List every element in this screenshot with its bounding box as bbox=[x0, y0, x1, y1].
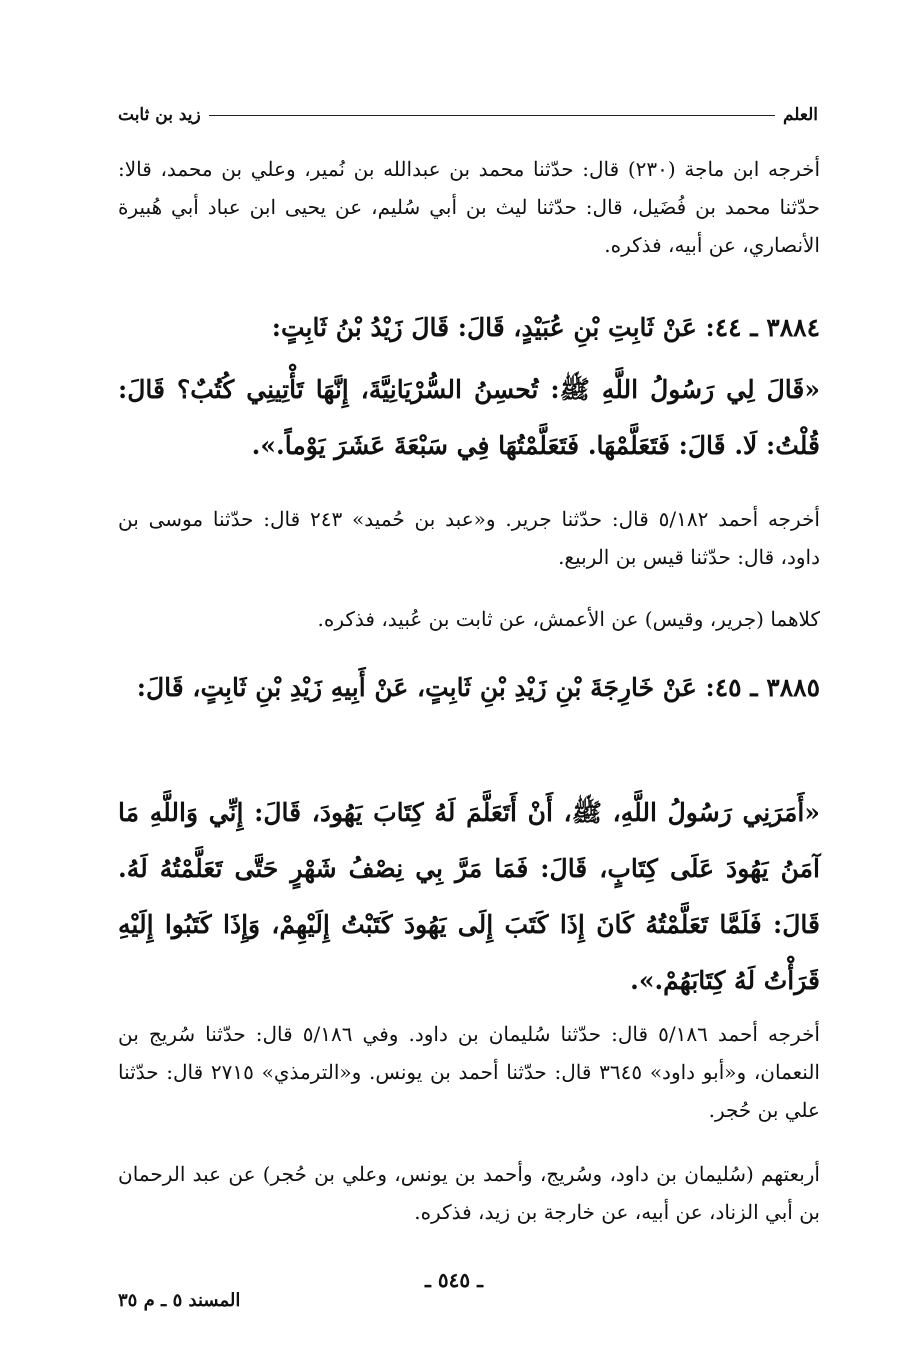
header-chapter: العلم bbox=[782, 105, 818, 125]
header-rule bbox=[209, 115, 775, 116]
page-number: ـ ٥٤٥ ـ bbox=[425, 1268, 483, 1292]
hadith-heading: ٣٨٨٤ ـ ٤٤: عَنْ ثَابِتِ بْنِ عُبَيْدٍ، قَالَ: قَالَ زَيْدُ بْنُ ثَابِتٍ: bbox=[271, 313, 820, 342]
source-paragraph: كلاهما (جرير، وقيس) عن الأعمش، عن ثابت بن عُبيد، فذكره. bbox=[317, 607, 820, 631]
signature-mark: المسند ٥ ـ م ٣٥ bbox=[118, 1290, 241, 1311]
source-paragraph: أخرجه أحمد ٥/١٨٦ قال: حدّثنا سُليمان بن داود. وفي ٥/١٨٦ قال: حدّثنا سُريج بن النعمان، و«أبو داود» ٣٦٤٥ قال: حدّثنا أحمد بن يونس. و«الترمذي» ٢٧١٥ قال: حدّثنا علي بن حُجر. bbox=[118, 1022, 820, 1122]
running-header bbox=[118, 100, 818, 130]
hadith-text: «أَمَرَنِي رَسُولُ اللَّهِ، ﷺ، أَنْ أَتَعَلَّمَ لَهُ كِتَابَ يَهُودَ، قَالَ: إِنِّي وَاللَّهِ مَا آمَنُ يَهُودَ عَلَى كِتَابٍ، قَالَ: فَمَا مَرَّ بِي نِصْفُ شَهْرٍ حَتَّى تَعَلَّمْتُهُ لَهُ. قَالَ: فَلَمَّا تَعَلَّمْتُهُ كَانَ إِذَا كَتَبَ إِلَى يَهُودَ كَتَبْتُ إِلَيْهِمْ، وَإِذَا كَتَبُوا إِلَيْهِ قَرَأْتُ لَهُ كِتَابَهُمْ.». bbox=[118, 798, 820, 995]
source-paragraph: أخرجه أحمد ٥/١٨٢ قال: حدّثنا جرير. و«عبد بن حُميد» ٢٤٣ قال: حدّثنا موسى بن داود، قال: حدّثنا قيس بن الربيع. bbox=[118, 507, 820, 569]
source-paragraph: أربعتهم (سُليمان بن داود، وسُريج، وأحمد بن يونس، وعلي بن حُجر) عن عبد الرحمان بن أبي الزناد، عن أبيه، عن خارجة بن زيد، فذكره. bbox=[118, 1162, 820, 1224]
hadith-heading: ٣٨٨٥ ـ ٤٥: عَنْ خَارِجَةَ بْنِ زَيْدِ بْنِ ثَابِتٍ، عَنْ أَبِيهِ زَيْدِ بْنِ ثَابِتٍ، قَالَ: bbox=[136, 673, 820, 702]
hadith-text: «قَالَ لِي رَسُولُ اللَّهِ ﷺ: تُحسِنُ السُّرْيَانِيَّةَ، إِنَّهَا تَأْتِينِي كُتُبٌ؟ قَالَ: قُلْتُ: لَا. قَالَ: فَتَعَلَّمْهَا. فَتَعَلَّمْتُهَا فِي سَبْعَةَ عَشَرَ يَوْماً.». bbox=[118, 375, 820, 460]
header-section: زيد بن ثابت bbox=[118, 105, 201, 125]
source-paragraph: أخرجه ابن ماجة (٢٣٠) قال: حدّثنا محمد بن عبدالله بن نُمير، وعلي بن محمد، قالا: حدّثنا محمد بن فُضَيل، قال: حدّثنا ليث بن أبي سُليم، عن يحيى ابن عباد أبي هُبيرة الأنصاري، عن أبيه، فذكره. bbox=[118, 157, 821, 257]
